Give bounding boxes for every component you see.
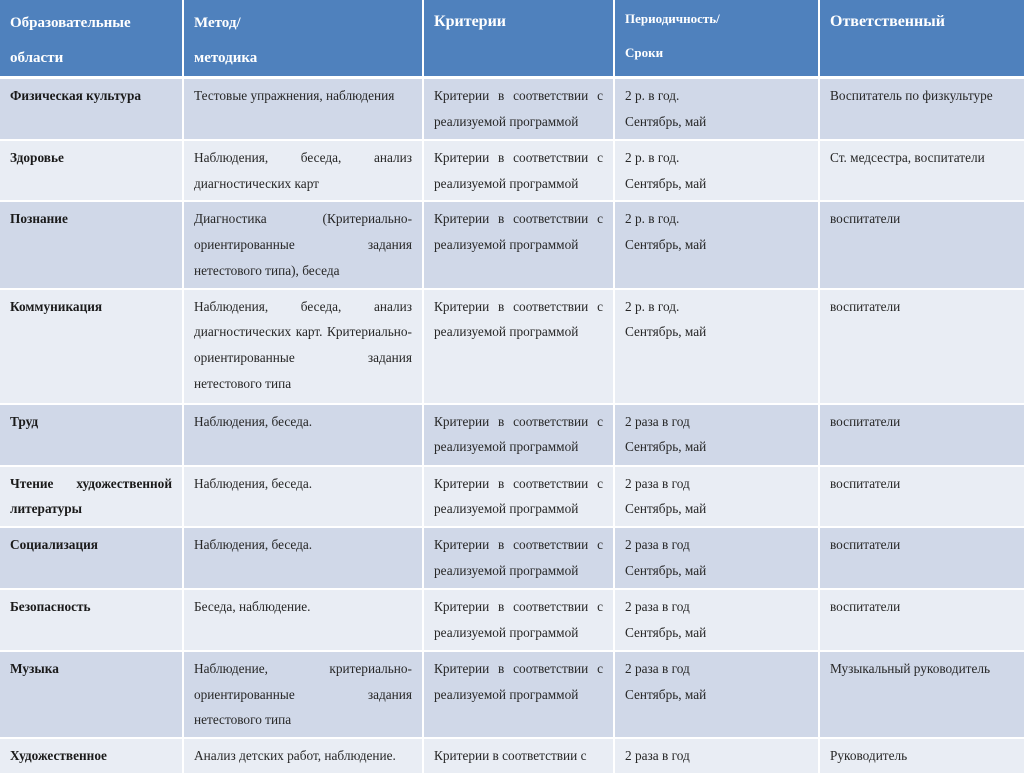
table-row (0, 467, 1024, 528)
period-frequency: 2 р. в год. (625, 150, 680, 165)
header-responsible (820, 0, 1024, 79)
header-method (184, 0, 424, 79)
period-dates: Сентябрь, май (625, 113, 707, 129)
header-criteria-label: Критерии (434, 13, 507, 30)
table-row (0, 202, 1024, 289)
criteria-cell: Критерии в соответствии с реализуемой программой (424, 405, 615, 467)
criteria-cell: Критерии в соответствии с реализуемой программой (424, 528, 615, 590)
method-cell: Наблюдения, беседа, анализ диагностических карт. Критериально- ориентированные задания нетестового типа (184, 290, 424, 405)
period-dates: Сентябрь, май (625, 686, 707, 702)
criteria-cell: Критерии в соответствии с (424, 739, 615, 775)
responsible-cell: Ст. медсестра, воспитатели (820, 141, 1024, 202)
criteria-cell: Критерии в соответствии с реализуемой программой (424, 652, 615, 739)
header-period-line1: Периодичность/ (625, 11, 720, 26)
header-responsible-label: Ответственный (830, 13, 945, 30)
period-frequency: 2 раза в год (625, 475, 690, 491)
criteria-cell: Критерии в соответствии с реализуемой программой (424, 141, 615, 202)
period-cell (615, 528, 820, 590)
period-dates: Сентябрь, май (625, 501, 707, 517)
criteria-cell: Критерии в соответствии с реализуемой программой (424, 202, 615, 289)
period-cell (615, 405, 820, 467)
responsible-cell: воспитатели (820, 590, 1024, 652)
header-criteria (424, 0, 615, 79)
header-period (615, 0, 820, 79)
period-cell (615, 590, 820, 652)
header-areas-line2: области (10, 50, 64, 66)
method-cell: Наблюдение, критериально-ориентированные задания нетестового типа (184, 652, 424, 739)
header-areas (0, 0, 184, 79)
area-cell: Здоровье (0, 141, 184, 202)
method-cell: Беседа, наблюдение. (184, 590, 424, 652)
period-frequency: 2 раза в год (625, 748, 690, 764)
method-cell: Наблюдения, беседа. (184, 528, 424, 590)
table-row (0, 528, 1024, 590)
area-cell: Безопасность (0, 590, 184, 652)
area-cell: Познание (0, 202, 184, 289)
period-cell (615, 652, 820, 739)
area-cell: Труд (0, 405, 184, 467)
period-dates: Сентябрь, май (625, 237, 707, 253)
responsible-cell: Воспитатель по физкультуре (820, 79, 1024, 141)
period-frequency: 2 раза в год (625, 598, 690, 614)
table-header-row (0, 0, 1024, 79)
period-dates: Сентябрь, май (625, 439, 707, 455)
responsible-cell: воспитатели (820, 467, 1024, 528)
responsible-cell: Музыкальный руководитель (820, 652, 1024, 739)
table-row (0, 652, 1024, 739)
table-row (0, 405, 1024, 467)
period-cell (615, 202, 820, 289)
period-frequency: 2 р. в год. (625, 211, 680, 227)
period-cell (615, 79, 820, 141)
period-dates: Сентябрь, май (625, 324, 707, 340)
period-frequency: 2 раза в год (625, 660, 690, 676)
area-cell: Коммуникация (0, 290, 184, 405)
responsible-cell: воспитатели (820, 528, 1024, 590)
period-cell (615, 739, 820, 775)
table-row (0, 290, 1024, 405)
period-frequency: 2 раза в год (625, 413, 690, 429)
table-row (0, 141, 1024, 202)
method-cell: Анализ детских работ, наблюдение. (184, 739, 424, 775)
method-cell: Диагностика (Критериально-ориентированные задания нетестового типа), беседа (184, 202, 424, 289)
header-areas-line1: Образовательные (10, 15, 131, 31)
period-frequency: 2 р. в год. (625, 298, 680, 314)
period-cell (615, 141, 820, 202)
table-row (0, 590, 1024, 652)
method-cell: Наблюдения, беседа, анализ диагностических карт (184, 141, 424, 202)
area-cell: Художественное (0, 739, 184, 775)
responsible-cell: Руководитель (820, 739, 1024, 775)
period-dates: Сентябрь, май (625, 624, 707, 640)
header-method-line1: Метод/ (194, 15, 241, 31)
criteria-cell: Критерии в соответствии с реализуемой программой (424, 590, 615, 652)
area-cell: Чтение художественной литературы (0, 467, 184, 528)
table-row (0, 739, 1024, 775)
table-row (0, 79, 1024, 141)
period-dates: Сентябрь, май (625, 175, 707, 191)
responsible-cell: воспитатели (820, 202, 1024, 289)
method-cell: Наблюдения, беседа. (184, 405, 424, 467)
area-cell: Физическая культура (0, 79, 184, 141)
criteria-cell: Критерии в соответствии с реализуемой программой (424, 290, 615, 405)
period-cell (615, 467, 820, 528)
criteria-cell: Критерии в соответствии с реализуемой программой (424, 79, 615, 141)
header-period-line2: Сроки (625, 45, 664, 60)
period-cell (615, 290, 820, 405)
header-method-line2: методика (194, 50, 258, 66)
criteria-cell: Критерии в соответствии с реализуемой программой (424, 467, 615, 528)
area-cell: Социализация (0, 528, 184, 590)
responsible-cell: воспитатели (820, 405, 1024, 467)
period-dates: Сентябрь, май (625, 562, 707, 578)
method-cell: Тестовые упражнения, наблюдения (184, 79, 424, 141)
area-cell: Музыка (0, 652, 184, 739)
responsible-cell: воспитатели (820, 290, 1024, 405)
period-frequency: 2 раза в год (625, 536, 690, 552)
method-cell: Наблюдения, беседа. (184, 467, 424, 528)
period-frequency: 2 р. в год. (625, 88, 680, 103)
